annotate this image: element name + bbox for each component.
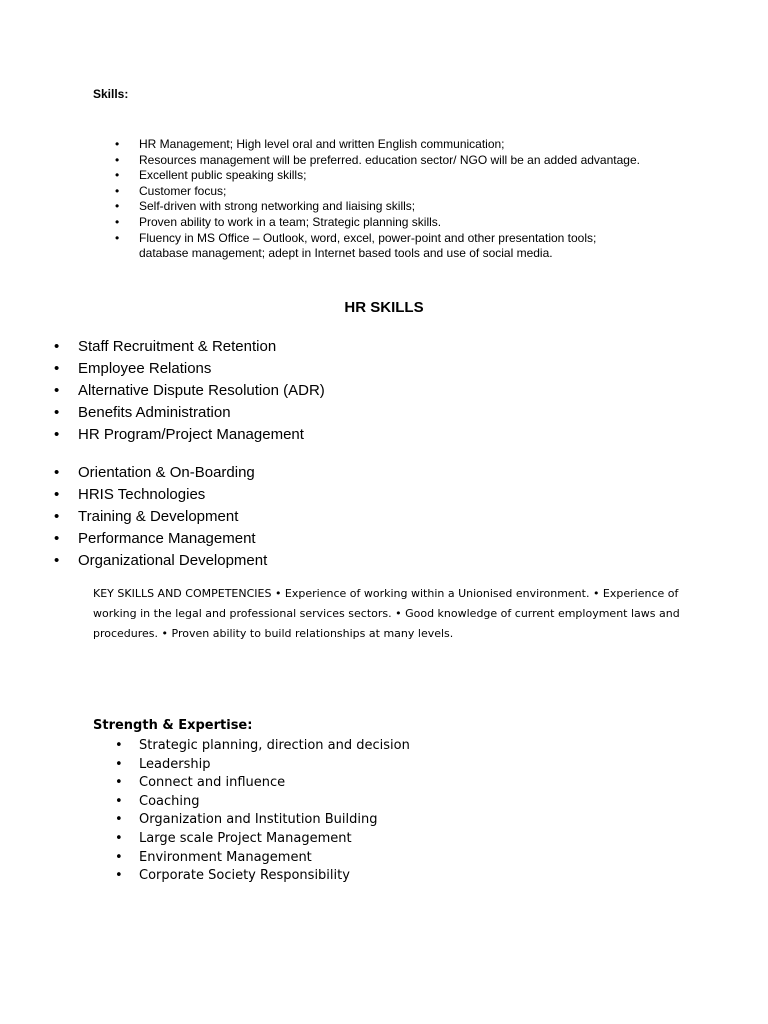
list-item: • Environment Management (139, 849, 539, 868)
list-item: • Resources management will be preferred. education sector/ NGO will be an added advantage. (139, 153, 649, 169)
list-item: • Organizational Development (78, 550, 478, 572)
list-item: • Organization and Institution Building (139, 811, 539, 830)
list-item: • HRIS Technologies (78, 484, 478, 506)
list-item: • Leadership (139, 756, 539, 775)
list-item: • Self-driven with strong networking and liaising skills; (139, 199, 649, 215)
list-item: • HR Management; High level oral and written English communication; (139, 137, 649, 153)
list-item: • Strategic planning, direction and decision (139, 737, 539, 756)
skills-list (139, 137, 649, 262)
hr-skills-title: HR SKILLS (344, 299, 424, 316)
list-item: • Training & Development (78, 506, 478, 528)
list-item: • Corporate Society Responsibility (139, 867, 539, 886)
list-item: • Connect and influence (139, 774, 539, 793)
strength-list (139, 737, 539, 886)
list-item: • HR Program/Project Management (78, 424, 478, 446)
key-skills-paragraph: KEY SKILLS AND COMPETENCIES • Experience of working within a Unionised environment. • Experience of working in the legal and professional services sectors. • Good knowledge of current employment laws and procedures. • Proven ability to build relationships at many levels. (93, 587, 680, 640)
hr-skills-list-secondary (78, 462, 478, 572)
strength-heading: Strength & Expertise: (93, 718, 253, 733)
hr-skills-list-primary (78, 336, 478, 446)
list-item: • Performance Management (78, 528, 478, 550)
list-item: • Benefits Administration (78, 402, 478, 424)
list-item: • Excellent public speaking skills; (139, 168, 649, 184)
list-item: • Staff Recruitment & Retention (78, 336, 478, 358)
list-item: • Large scale Project Management (139, 830, 539, 849)
list-item: • Proven ability to work in a team; Strategic planning skills. (139, 215, 649, 231)
list-item: • Customer focus; (139, 184, 649, 200)
list-item: • Alternative Dispute Resolution (ADR) (78, 380, 478, 402)
list-item: • Employee Relations (78, 358, 478, 380)
skills-heading: Skills: (93, 87, 129, 101)
list-item: • Orientation & On-Boarding (78, 462, 478, 484)
list-item: • Coaching (139, 793, 539, 812)
list-item: • Fluency in MS Office – Outlook, word, excel, power-point and other presentation tools; database management; adept in Internet based tools and use of social media. (139, 231, 649, 262)
